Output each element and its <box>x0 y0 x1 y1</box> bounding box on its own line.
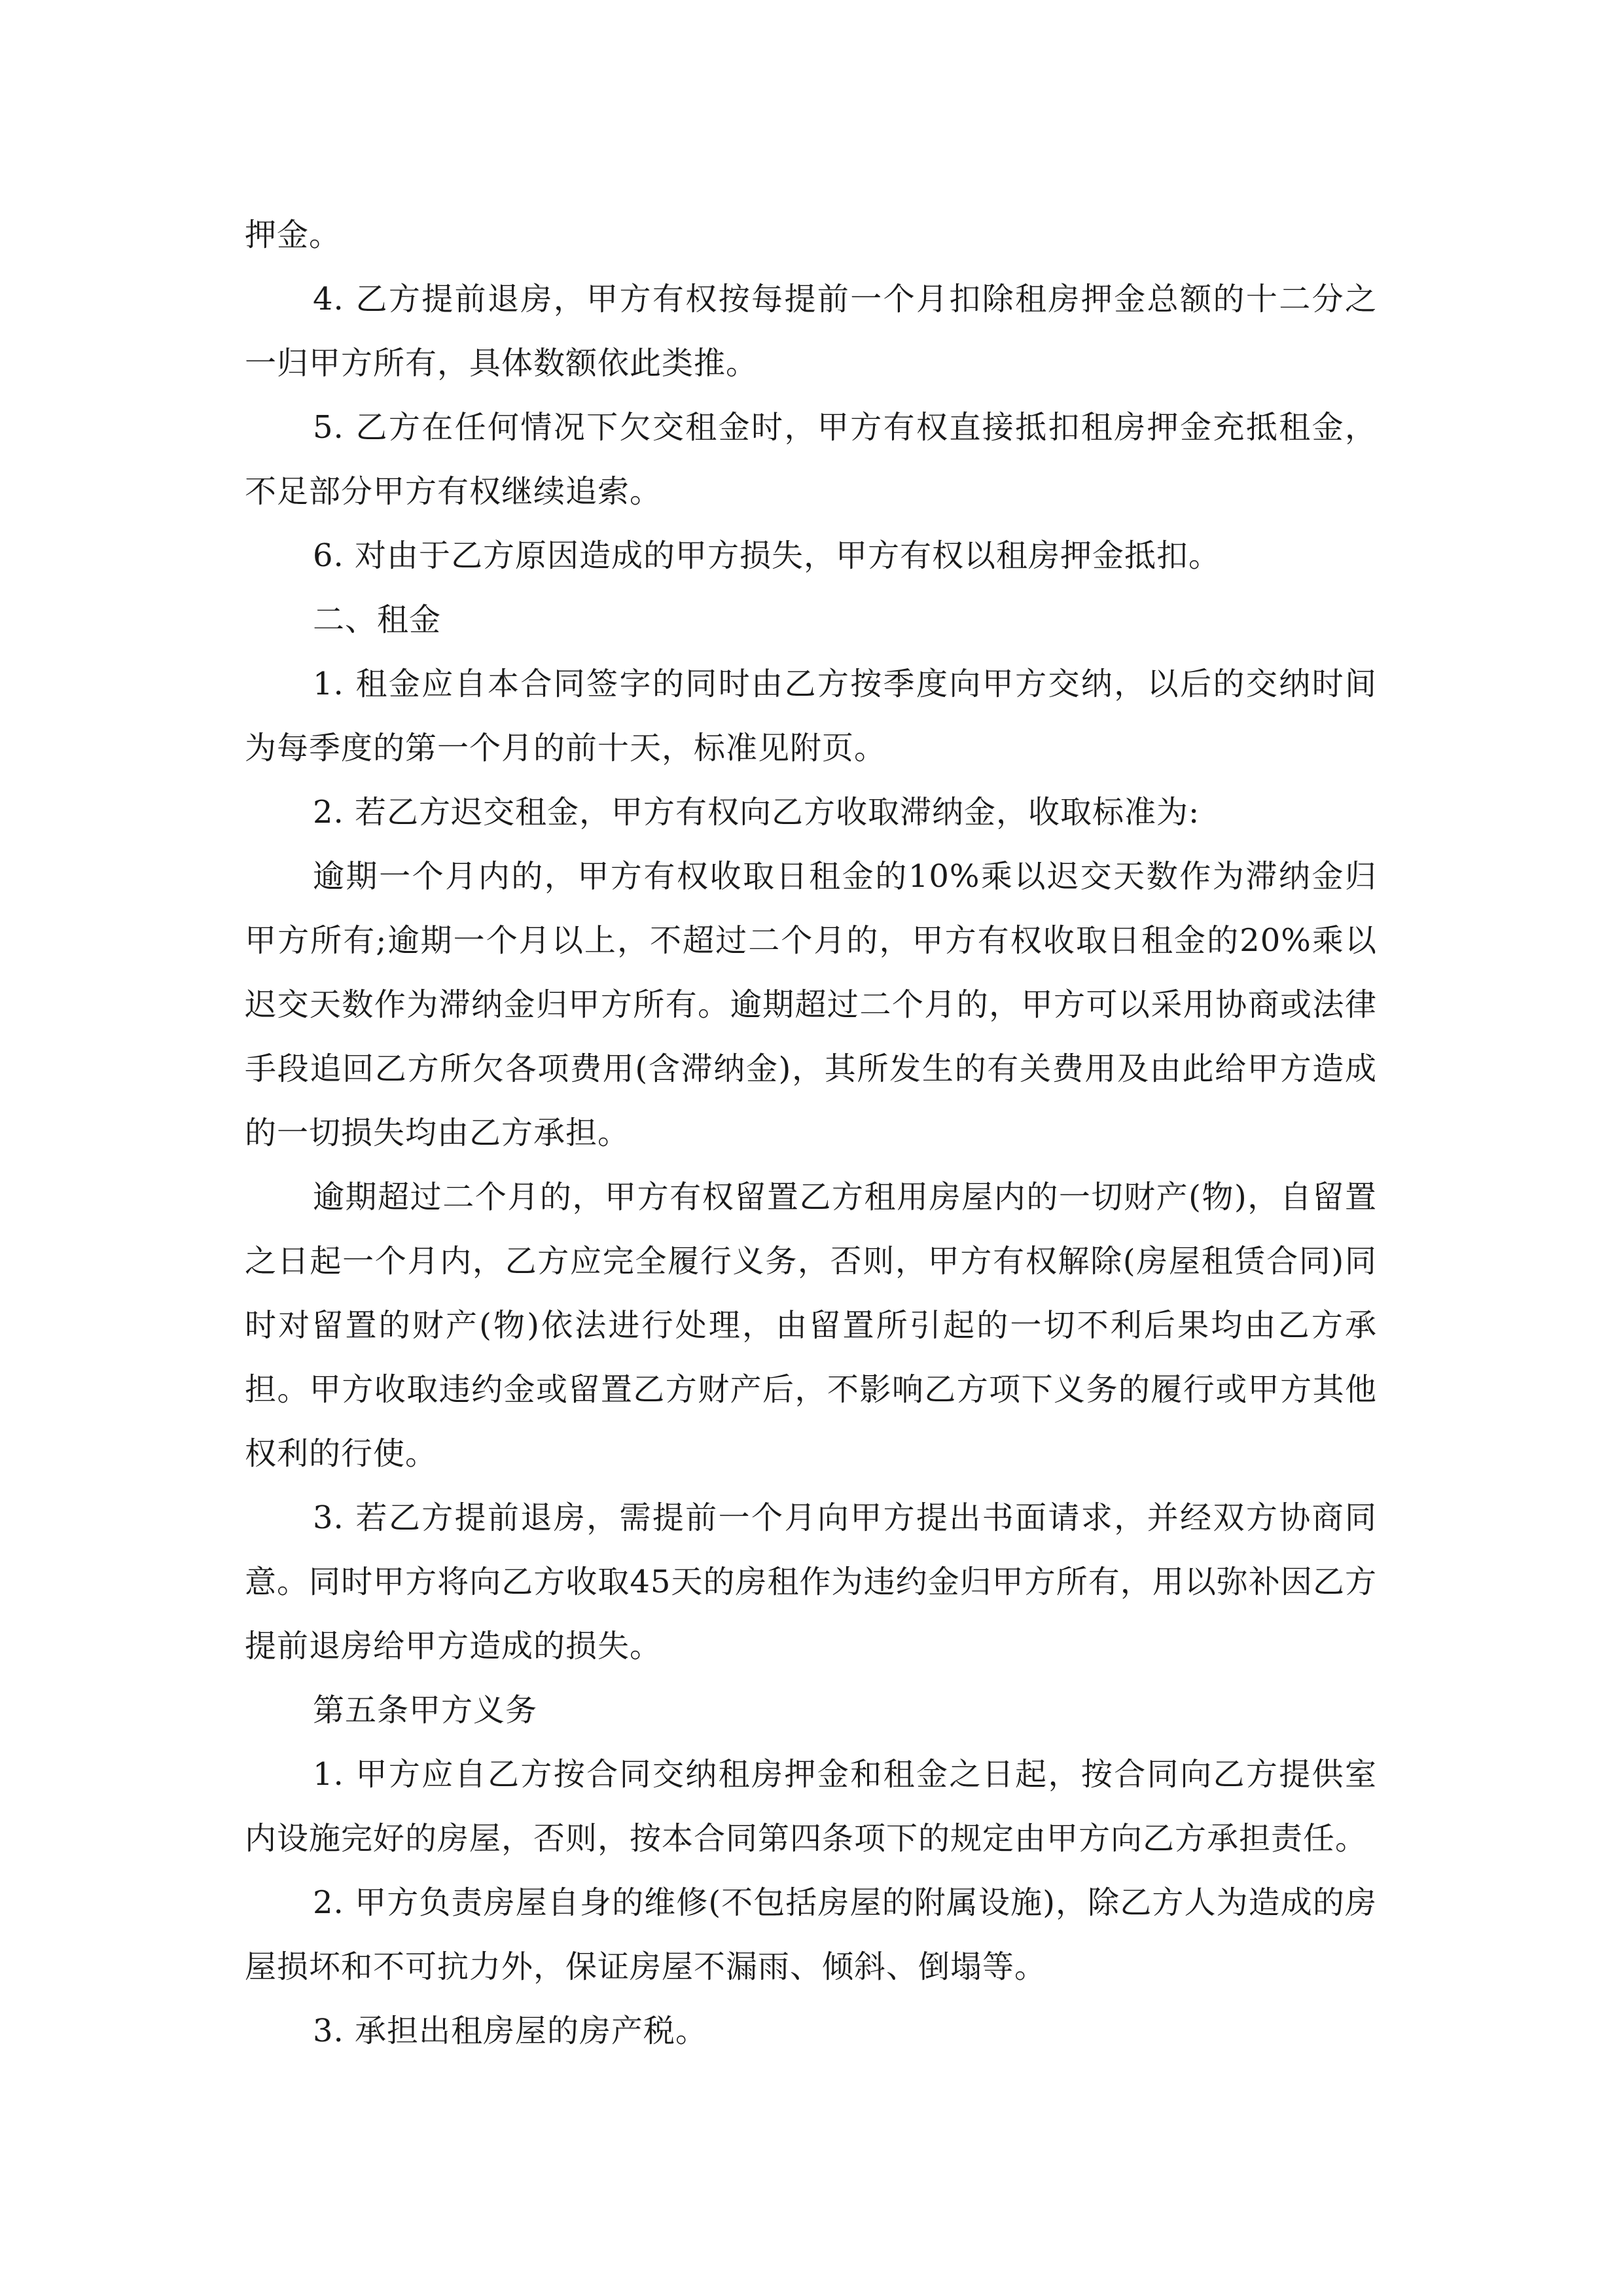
document-body <box>245 203 1377 2063</box>
paragraph-6: 2. 若乙方迟交租金，甲方有权向乙方收取滞纳金，收取标准为: <box>313 794 1200 831</box>
paragraph-7: 逾期一个月内的，甲方有权收取日租金的10%乘以迟交天数作为滞纳金归甲方所有;逾期一个月以上，不超过二个月的，甲方有权收取日租金的20%乘以迟交天数作为滞纳金归甲方所有。逾期超过二个月的，甲方可以采用协商或法律手段追回乙方所欠各项费用(含滞纳金)，其所发生的有关费用及由此给甲方造成的一切损失均由乙方承担。 <box>245 858 1377 1151</box>
paragraph-2: 5. 乙方在任何情况下欠交租金时，甲方有权直接抵扣租房押金充抵租金，不足部分甲方有权继续追索。 <box>245 409 1377 510</box>
paragraph-11: 1. 甲方应自乙方按合同交纳租房押金和租金之日起，按合同向乙方提供室内设施完好的房屋，否则，按本合同第四条项下的规定由甲方向乙方承担责任。 <box>245 1756 1377 1857</box>
paragraph-3: 6. 对由于乙方原因造成的甲方损失，甲方有权以租房押金抵扣。 <box>313 537 1221 574</box>
paragraph-12: 2. 甲方负责房屋自身的维修(不包括房屋的附属设施)，除乙方人为造成的房屋损坏和不可抗力外，保证房屋不漏雨、倾斜、倒塌等。 <box>245 1884 1377 1985</box>
paragraph-8: 逾期超过二个月的，甲方有权留置乙方租用房屋内的一切财产(物)，自留置之日起一个月内，乙方应完全履行义务，否则，甲方有权解除(房屋租赁合同)同时对留置的财产(物)依法进行处理，由留置所引起的一切不利后果均由乙方承担。甲方收取违约金或留置乙方财产后，不影响乙方项下义务的履行或甲方其他权利的行使。 <box>245 1179 1377 1472</box>
paragraph-0: 押金。 <box>245 217 342 253</box>
paragraph-5: 1. 租金应自本合同签字的同时由乙方按季度向甲方交纳，以后的交纳时间为每季度的第一个月的前十天，标准见附页。 <box>245 666 1377 766</box>
section-heading-article-5: 第五条甲方义务 <box>313 1692 538 1729</box>
paragraph-9: 3. 若乙方提前退房，需提前一个月向甲方提出书面请求，并经双方协商同意。同时甲方将向乙方收取45天的房租作为违约金归甲方所有，用以弥补因乙方提前退房给甲方造成的损失。 <box>245 1499 1377 1664</box>
paragraph-1: 4. 乙方提前退房，甲方有权按每提前一个月扣除租房押金总额的十二分之一归甲方所有，具体数额依此类推。 <box>245 281 1377 382</box>
paragraph-13: 3. 承担出租房屋的房产税。 <box>313 2013 708 2049</box>
section-heading-rent: 二、租金 <box>313 601 442 638</box>
